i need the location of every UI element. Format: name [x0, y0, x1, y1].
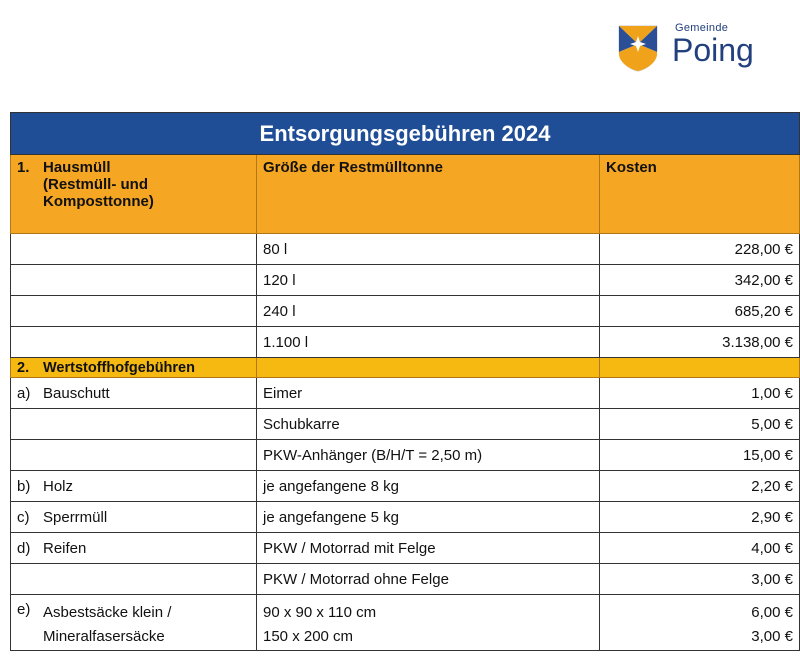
header-category	[11, 155, 257, 234]
table-row	[11, 440, 800, 471]
row-name: Sperrmüll	[43, 508, 108, 526]
header-cost: Kosten	[600, 155, 800, 234]
row-cost: 1,00 €	[600, 378, 800, 409]
table-row	[11, 564, 800, 595]
row-unit: Schubkarre	[257, 409, 600, 440]
row-cost: 3,00 €	[600, 564, 800, 595]
row-unit: Eimer	[257, 378, 600, 409]
bin-cost: 228,00 €	[600, 234, 800, 265]
table-row	[11, 234, 800, 265]
row-letter: c)	[17, 508, 30, 526]
header-size: Größe der Restmülltonne	[257, 155, 600, 234]
bin-cost: 685,20 €	[600, 296, 800, 327]
table-row	[11, 327, 800, 358]
row-letter: b)	[17, 477, 31, 495]
bin-size: 1.100 l	[257, 327, 600, 358]
row-unit: PKW / Motorrad ohne Felge	[257, 564, 600, 595]
logo-big-text: Poing	[672, 32, 754, 68]
row-name: Bauschutt	[43, 384, 110, 402]
municipality-logo	[617, 18, 767, 74]
row-unit: je angefangene 5 kg	[257, 502, 600, 533]
table-row	[11, 409, 800, 440]
header-line-3: Komposttonne)	[43, 193, 154, 210]
table-row	[11, 471, 800, 502]
row-unit-2: 150 x 200 cm	[263, 628, 354, 645]
row-unit: je angefangene 8 kg	[257, 471, 600, 502]
bin-size: 120 l	[257, 265, 600, 296]
fee-table	[10, 112, 800, 651]
row-name: Holz	[43, 477, 74, 495]
table-row	[11, 595, 800, 651]
bin-cost: 342,00 €	[600, 265, 800, 296]
row-name: Reifen	[43, 539, 87, 557]
table-row	[11, 502, 800, 533]
header-row	[11, 155, 800, 234]
table-row	[11, 533, 800, 564]
section-number: 2.	[17, 359, 30, 376]
header-line-2: (Restmüll- und	[43, 176, 148, 193]
row-unit: PKW / Motorrad mit Felge	[257, 533, 600, 564]
section-header-row	[11, 358, 800, 378]
coat-of-arms-icon	[617, 24, 659, 72]
row-cost-2: 3,00 €	[751, 628, 794, 645]
row-cost: 4,00 €	[600, 533, 800, 564]
section-title	[11, 358, 257, 378]
row-name-line-1: Asbestsäcke klein /	[43, 604, 172, 621]
section-label: Wertstoffhofgebühren	[43, 359, 195, 376]
row-unit: PKW-Anhänger (B/H/T = 2,50 m)	[257, 440, 600, 471]
header-line-1: Hausmüll	[43, 159, 111, 176]
bin-size: 80 l	[257, 234, 600, 265]
row-cost: 2,20 €	[600, 471, 800, 502]
row-unit-1: 90 x 90 x 110 cm	[263, 604, 377, 621]
bin-cost: 3.138,00 €	[600, 327, 800, 358]
table-title: Entsorgungsgebühren 2024	[11, 113, 800, 155]
row-cost: 15,00 €	[600, 440, 800, 471]
table-row	[11, 265, 800, 296]
logo-small-text: Gemeinde	[675, 22, 729, 34]
row-cost-1: 6,00 €	[751, 604, 794, 621]
row-cost: 5,00 €	[600, 409, 800, 440]
bin-size: 240 l	[257, 296, 600, 327]
table-row	[11, 296, 800, 327]
header-number: 1.	[17, 159, 30, 176]
row-cost: 2,90 €	[600, 502, 800, 533]
row-letter: e)	[17, 601, 31, 618]
row-letter: a)	[17, 384, 31, 402]
row-name-line-2: Mineralfasersäcke	[43, 628, 165, 645]
table-row	[11, 378, 800, 409]
row-letter: d)	[17, 539, 31, 557]
